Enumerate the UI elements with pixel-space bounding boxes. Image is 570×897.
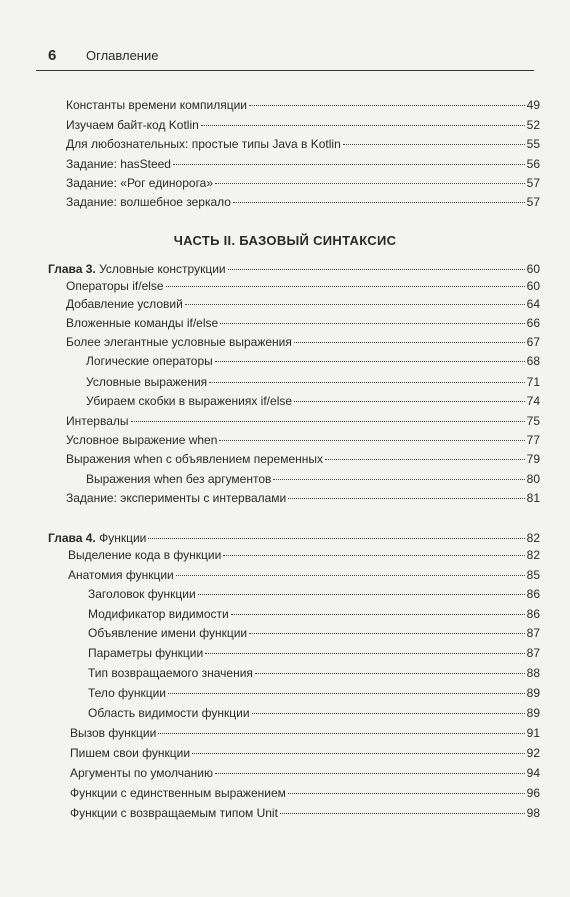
toc-subentry bbox=[88, 626, 540, 640]
toc-entry-page: 64 bbox=[526, 297, 540, 311]
toc-entry bbox=[66, 316, 540, 330]
dot-leader bbox=[176, 575, 525, 576]
toc-entry-title: Параметры функции bbox=[88, 646, 204, 660]
toc-entry-page: 86 bbox=[526, 607, 540, 621]
toc-subentry bbox=[88, 646, 540, 660]
toc-entry-page: 79 bbox=[526, 452, 540, 466]
toc-entry-title: Задание: «Рог единорога» bbox=[66, 176, 214, 190]
dot-leader bbox=[325, 459, 525, 460]
chapter-label: Глава 3. bbox=[48, 262, 96, 276]
toc-entry bbox=[70, 806, 540, 820]
toc-entry bbox=[66, 491, 540, 505]
part-heading: ЧАСТЬ II. БАЗОВЫЙ СИНТАКСИС bbox=[173, 233, 397, 248]
toc-entry-page: 82 bbox=[526, 531, 540, 545]
dot-leader bbox=[209, 382, 524, 383]
dot-leader bbox=[198, 594, 525, 595]
toc-entry-title: Логические операторы bbox=[86, 354, 213, 368]
dot-leader bbox=[294, 401, 525, 402]
toc-entry-page: 81 bbox=[526, 491, 540, 505]
dot-leader bbox=[228, 269, 525, 270]
chapter-entry bbox=[48, 262, 540, 276]
toc-entry-page: 74 bbox=[526, 394, 540, 408]
toc-subentry bbox=[86, 375, 540, 389]
toc-entry-title: Пишем свои функции bbox=[70, 746, 191, 760]
toc-entry-page: 80 bbox=[526, 472, 540, 486]
toc-entry-title: Более элегантные условные выражения bbox=[66, 335, 292, 349]
dot-leader bbox=[231, 614, 525, 615]
toc-entry bbox=[66, 118, 540, 132]
dot-leader bbox=[215, 773, 525, 774]
toc-entry-page: 92 bbox=[526, 746, 540, 760]
toc-entry-title: Условные выражения bbox=[86, 375, 208, 389]
dot-leader bbox=[201, 125, 525, 126]
dot-leader bbox=[205, 653, 524, 654]
dot-leader bbox=[288, 498, 524, 499]
toc-entry-page: 66 bbox=[526, 316, 540, 330]
toc-entry-title: Интервалы bbox=[66, 414, 129, 428]
dot-leader bbox=[252, 713, 525, 714]
toc-entry-page: 89 bbox=[526, 706, 540, 720]
toc-entry bbox=[68, 568, 540, 582]
toc-entry-title: Задание: hasSteed bbox=[66, 157, 171, 171]
toc-entry-page: 77 bbox=[526, 433, 540, 447]
dot-leader bbox=[280, 813, 525, 814]
toc-entry-title: Функции с возвращаемым типом Unit bbox=[70, 806, 278, 820]
toc-entry-page: 85 bbox=[526, 568, 540, 582]
toc-entry-page: 87 bbox=[526, 626, 540, 640]
dot-leader bbox=[220, 323, 524, 324]
toc-entry bbox=[66, 335, 540, 349]
dot-leader bbox=[343, 144, 525, 145]
toc-entry bbox=[66, 176, 540, 190]
dot-leader bbox=[168, 693, 525, 694]
dot-leader bbox=[288, 793, 525, 794]
toc-entry-title: Выражения when без аргументов bbox=[86, 472, 272, 486]
toc-entry-title: Убираем скобки в выражениях if/else bbox=[86, 394, 293, 408]
toc-entry bbox=[66, 297, 540, 311]
toc-entry-title: Заголовок функции bbox=[88, 587, 196, 601]
toc-subentry bbox=[88, 686, 540, 700]
toc-entry-title: Вложенные команды if/else bbox=[66, 316, 219, 330]
toc-entry-page: 87 bbox=[526, 646, 540, 660]
toc-entry-title: Объявление имени функции bbox=[88, 626, 248, 640]
chapter-title: Функции bbox=[99, 531, 147, 545]
toc-subentry bbox=[86, 394, 540, 408]
toc-entry-title: Область видимости функции bbox=[88, 706, 250, 720]
dot-leader bbox=[215, 361, 525, 362]
toc-entry-title: Условное выражение when bbox=[66, 433, 218, 447]
toc-entry-page: 56 bbox=[526, 157, 540, 171]
dot-leader bbox=[249, 633, 525, 634]
dot-leader bbox=[185, 304, 525, 305]
chapter-label: Глава 4. bbox=[48, 531, 96, 545]
toc-entry bbox=[70, 766, 540, 780]
dot-leader bbox=[166, 286, 525, 287]
toc-entry-page: 60 bbox=[526, 262, 540, 276]
toc-entry-page: 60 bbox=[526, 279, 540, 293]
toc-entry-title: Выделение кода в функции bbox=[68, 548, 222, 562]
toc-entry-title: Аргументы по умолчанию bbox=[70, 766, 213, 780]
dot-leader bbox=[148, 538, 524, 539]
toc-subentry bbox=[86, 354, 540, 368]
toc-entry-title: Функции с единственным выражением bbox=[70, 786, 286, 800]
toc-entry-title: Задание: эксперименты с интервалами bbox=[66, 491, 287, 505]
toc-entry bbox=[70, 786, 540, 800]
dot-leader bbox=[192, 753, 525, 754]
dot-leader bbox=[215, 183, 525, 184]
dot-leader bbox=[219, 440, 524, 441]
toc-entry-title: Тип возвращаемого значения bbox=[88, 666, 253, 680]
toc-entry-page: 89 bbox=[526, 686, 540, 700]
toc-entry-page: 86 bbox=[526, 587, 540, 601]
header-rule bbox=[36, 70, 534, 71]
toc-entry bbox=[66, 414, 540, 428]
toc-entry-page: 57 bbox=[526, 195, 540, 209]
toc-entry-title: Тело функции bbox=[88, 686, 166, 700]
toc-subentry bbox=[88, 706, 540, 720]
toc-entry-page: 52 bbox=[526, 118, 540, 132]
page-header bbox=[48, 47, 534, 64]
running-title: Оглавление bbox=[86, 48, 159, 63]
toc-entry bbox=[66, 279, 540, 293]
dot-leader bbox=[294, 342, 525, 343]
toc-entry-page: 49 bbox=[526, 98, 540, 112]
dot-leader bbox=[249, 105, 525, 106]
toc-subentry bbox=[88, 666, 540, 680]
toc-entry-title: Операторы if/else bbox=[66, 279, 164, 293]
toc-entry-title: Выражения when с объявлением переменных bbox=[66, 452, 324, 466]
toc-entry bbox=[66, 433, 540, 447]
toc-entry-page: 91 bbox=[526, 726, 540, 740]
dot-leader bbox=[223, 555, 524, 556]
toc-entry-page: 75 bbox=[526, 414, 540, 428]
toc-entry bbox=[68, 548, 540, 562]
chapter-title: Условные конструкции bbox=[99, 262, 226, 276]
toc-entry-title: Изучаем байт-код Kotlin bbox=[66, 118, 199, 132]
toc-entry-page: 71 bbox=[526, 375, 540, 389]
toc-entry-page: 88 bbox=[526, 666, 540, 680]
toc-entry-title: Константы времени компиляции bbox=[66, 98, 248, 112]
toc-entry-page: 68 bbox=[526, 354, 540, 368]
toc-subentry bbox=[88, 587, 540, 601]
toc-entry bbox=[66, 452, 540, 466]
toc-entry bbox=[66, 195, 540, 209]
toc-entry-page: 98 bbox=[526, 806, 540, 820]
toc-subentry bbox=[88, 607, 540, 621]
toc-entry-title: Вызов функции bbox=[70, 726, 157, 740]
toc-entry-page: 57 bbox=[526, 176, 540, 190]
toc-entry-title: Модификатор видимости bbox=[88, 607, 229, 621]
dot-leader bbox=[233, 202, 525, 203]
toc-subentry bbox=[86, 472, 540, 486]
dot-leader bbox=[255, 673, 525, 674]
toc-entry-page: 96 bbox=[526, 786, 540, 800]
dot-leader bbox=[173, 164, 525, 165]
dot-leader bbox=[158, 733, 524, 734]
toc-entry-title: Добавление условий bbox=[66, 297, 183, 311]
toc-entry-page: 67 bbox=[526, 335, 540, 349]
toc-entry-page: 82 bbox=[526, 548, 540, 562]
toc-entry bbox=[70, 746, 540, 760]
toc-entry-page: 94 bbox=[526, 766, 540, 780]
toc-entry-title: Анатомия функции bbox=[68, 568, 174, 582]
toc-entry bbox=[66, 98, 540, 112]
toc-entry bbox=[66, 157, 540, 171]
chapter-entry bbox=[48, 531, 540, 545]
toc-entry-title: Задание: волшебное зеркало bbox=[66, 195, 231, 209]
toc-entry-title: Для любознательных: простые типы Java в Kotlin bbox=[66, 137, 341, 151]
toc-entry-page: 55 bbox=[526, 137, 540, 151]
toc-entry bbox=[70, 726, 540, 740]
toc-entry bbox=[66, 137, 540, 151]
page-number: 6 bbox=[48, 47, 57, 64]
dot-leader bbox=[131, 421, 525, 422]
dot-leader bbox=[273, 479, 524, 480]
